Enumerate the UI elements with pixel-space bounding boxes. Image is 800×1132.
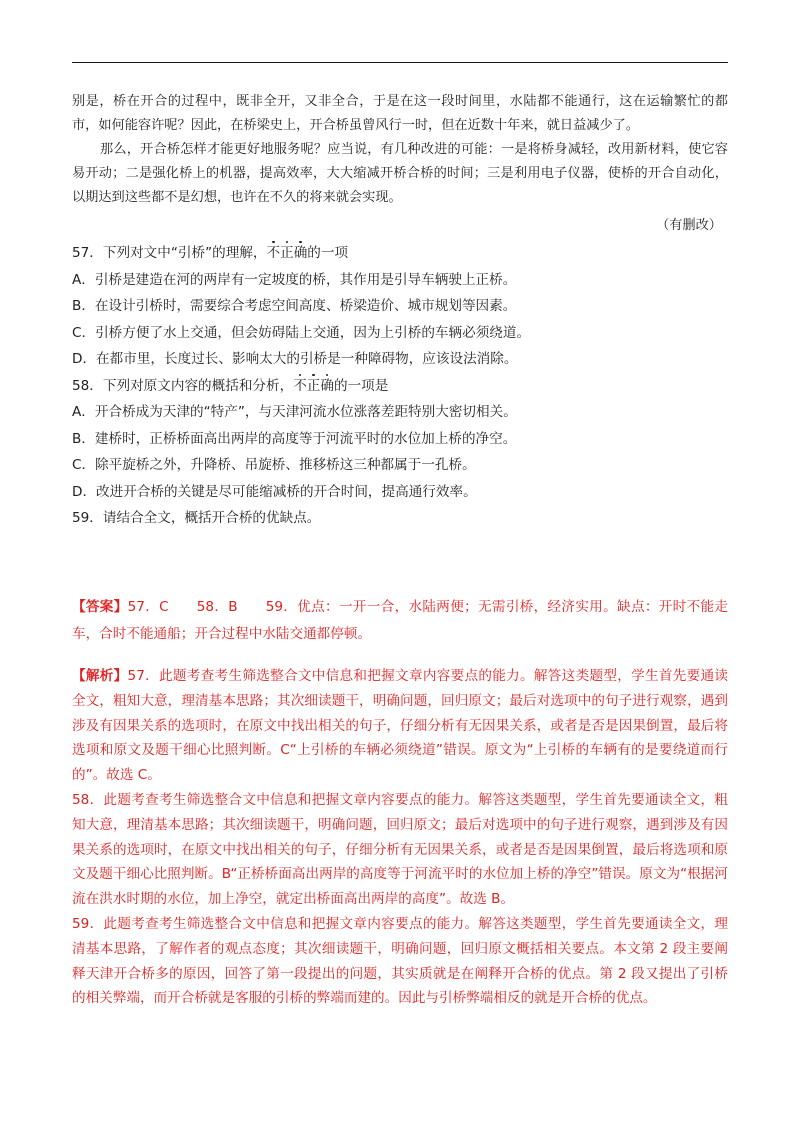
analysis-57: 57．此题考查考生筛选整合文中信息和把握文章内容要点的能力。解答这类题型，学生首先要通读全文，粗知大意，理清基本思路；其次细读题干，明确问题，回归原文；最后对选项中的句子进行观察，遇到涉及有因果关系的选项时，在原文中找出相关的句子，仔细分析有无因果关系，或者是否是因果倒置，最后将选项和原文及题干细心比照判断。C“上引桥的车辆必须绕道”错误。原文为“上引桥的车辆有的是要绕道而行的”。故选 C。 <box>72 668 729 784</box>
question-57-option-a: A．引桥是建造在河的两岸有一定坡度的桥，其作用是引导车辆驶上正桥。 <box>72 271 517 288</box>
analysis-tag: 【解析】 <box>72 668 128 684</box>
question-58-option-a: A．开合桥成为天津的“特产”，与天津河流水位涨落差距特别大密切相关。 <box>72 404 517 420</box>
analysis-58: 58．此题考查考生筛选整合文中信息和把握文章内容要点的能力。解答这类题型，学生首先要通读全文，粗知大意，理清基本思路；其次细读题干，明确问题，回归原文；最后对选项中的句子进行观察，遇到涉及有因果关系的选项时，在原文中找出相关的句子，仔细分析有无因果关系，或者是否是因果倒置，最后将选项和原文及题干细心比照判断。B“正桥桥面高出两岸的高度等于河流平时的水位加上桥的净空”错误。原文为“根据河流在洪水时期的水位，加上净空，就定出桥面高出两岸的高度”。故选 B。 <box>72 791 728 908</box>
question-list <box>72 240 728 532</box>
question-57-option-d: D．在都市里，长度过长、影响太大的引桥是一种障碍物，应该设法消除。 <box>72 351 518 367</box>
question-57-option-c: C．引桥方便了水上交通，但会妨碍陆上交通，因为上引桥的车辆必须绕道。 <box>72 324 531 341</box>
question-58-option-d: D．改进开合桥的关键是尽可能缩减桥的开合时间，提高通行效率。 <box>72 483 477 500</box>
question-58-option-b: B．建桥时，正桥桥面高出两岸的高度等于河流平时的水位加上桥的净空。 <box>72 430 517 447</box>
answer-text: 57．C 58．B 59．优点：一开一合，水陆两便；无需引桥，经济实用。缺点：开时不能走车，合时不能通船；开合过程中水陆交通都停顿。 <box>72 599 728 642</box>
reading-passage <box>72 90 728 238</box>
passage-paragraph-1: 别是，桥在开合的过程中，既非全开，又非全合，于是在这一段时间里，水陆都不能通行，这在运输繁忙的都市，如何能容许呢？因此，在桥梁史上，开合桥虽曾风行一时，但在近数十年来，就日益减少了。 <box>72 94 728 133</box>
question-59-stem: 59．请结合全文，概括开合桥的优缺点。 <box>72 510 321 526</box>
emphasis-char: 确 <box>293 245 308 261</box>
passage-paragraph-2: 那么，开合桥怎样才能更好地服务呢？应当说，有几种改进的可能：一是将桥身减轻，改用新材料，使它容易开动；二是强化桥上的机器，提高效率，大大缩减开桥合桥的时间；三是利用电子仪器，使桥的开合自动化，以期达到这些都不是幻想，也许在不久的将来就会实现。 <box>72 142 728 205</box>
answer-block <box>72 594 728 648</box>
question-58-option-c: C．除平旋桥之外，升降桥、吊旋桥、推移桥这三种都属于一孔桥。 <box>72 457 476 473</box>
emphasis-char: 正 <box>306 377 321 394</box>
passage-source-note: （有删改） <box>656 218 722 233</box>
answer-tag: 【答案】 <box>72 599 128 615</box>
question-58-stem: 58．下列对原文内容的概括和分析，不正确的一项是 <box>72 377 389 394</box>
question-57-stem: 57．下列对文中“引桥”的理解，不正确的一项 <box>72 245 349 261</box>
emphasis-char: 不 <box>293 377 307 394</box>
header-rule <box>72 62 728 63</box>
question-57-option-b: B．在设计引桥时，需要综合考虑空间高度、桥梁造价、城市规划等因素。 <box>72 298 517 314</box>
emphasis-char: 确 <box>320 377 334 394</box>
analysis-block <box>72 664 728 1011</box>
emphasis-char: 不 <box>266 245 281 261</box>
emphasis-char: 正 <box>280 245 294 261</box>
analysis-59: 59．此题考查考生筛选整合文中信息和把握文章内容要点的能力。解答这类题型，学生首先要通读全文，理清基本思路，了解作者的观点态度；其次细读题干，明确问题，回归原文概括相关要点。本文第 2 段主要阐释天津开合桥多的原因，回答了第一段提出的问题，其实质就是在阐释开合桥的优点。第 2 段又提出了引桥的相关弊端，而开合桥就是客服的引桥的弊端而建的。因此与引桥弊端相反的就是开合桥的优点。 <box>72 915 728 1007</box>
